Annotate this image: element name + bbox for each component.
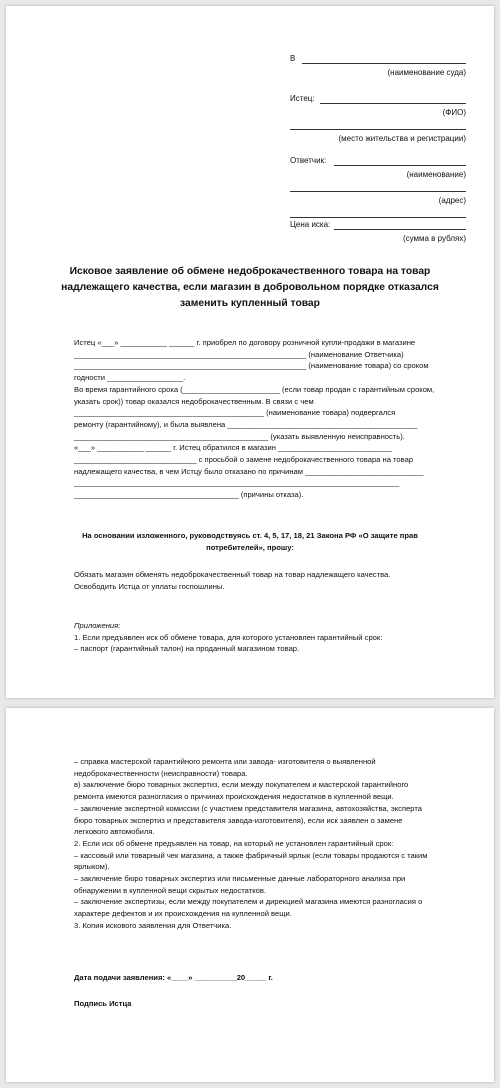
legal-basis [46,530,454,553]
appendices-continued [74,756,474,932]
page2-line: обнаружении в купленной вещи скрытых недостатков. [74,885,266,895]
page2-line: – кассовый или товарный чек магазина, а также фабричный ярлык (если товары продаются с таким [74,850,428,860]
residence-caption: (место жительства и регистрации) [338,134,466,143]
body-line: Во время гарантийного срока (_______________________ (если товар продан с гарантийным сроком, [74,384,435,394]
defendant-label: Ответчик: [290,156,327,165]
page2-line: – заключение экспертной комиссии (с участием представителя магазина, автохозяйства, эксперта [74,803,422,813]
signature-text: Подпись Истца [74,999,132,1008]
title-line-3: заменить купленный товар [180,298,320,309]
body-line: _____________________________________________________________________________ [74,478,400,488]
filing-date [74,972,474,984]
page2-line: 2. Если иск об обмене предъявлен на товар, на который не установлен гарантийный срок: [74,838,394,848]
body-line: _____________________________ с просьбой о замене недоброкачественного товара на товар [74,455,414,465]
appendix-line-2: – паспорт (гарантийный талон) на проданный магазином товар. [74,644,300,654]
plaintiff-caption: (ФИО) [442,108,466,117]
page2-line: бюро товарных экспертиз и представителя завода-изготовителя), если иск заявлен о замене [74,815,403,825]
residence-block [290,120,466,150]
page2-line: 3. Копия искового заявления для Ответчика. [74,920,232,930]
appendices [74,620,474,655]
address-extra-block [290,208,466,220]
residence-line [290,129,466,130]
defendant-line [334,165,466,166]
claim-price-label: Цена иска: [290,220,331,229]
plaintiff-line [320,103,466,104]
body-line: годности __________________. [74,373,186,383]
body-line: ______________________________________________ (указать выявленную неисправность). [74,431,405,441]
body-line: указать срок)) товар оказался недоброкачественным. В связи с чем [74,396,314,406]
basis-line-1: На основании изложенного, руководствуясь ст. 4, 5, 17, 18, 21 Закона РФ «О защите прав [82,531,418,540]
address-extra-line [290,217,466,218]
filing-date-text: Дата подачи заявления: «____» __________20_____ г. [74,973,273,982]
request-line-2: Освободить Истца от уплаты госпошлины. [74,581,225,591]
page2-line: – заключение экспертизы, если между покупателем и дирекцией магазина имеются разногласия о [74,897,423,907]
document-page-1 [6,6,494,698]
body-line: «___» ___________ ______ г. Истец обратился в магазин ___________________________ [74,443,393,453]
page2-line: недоброкачественности (неисправности) товара. [74,768,248,778]
document-title [46,264,454,312]
court-line [302,63,466,64]
request-line-1: Обязать магазин обменять недоброкачественный товар на товар надлежащего качества. [74,570,391,579]
plaintiff-label: Истец: [290,94,315,103]
body-line: надлежащего качества, в чем Истцу было отказано по причинам ____________________________ [74,466,424,476]
claim-body [74,337,474,501]
page2-line: ярлыком). [74,862,110,872]
page2-line: характере дефектов и их происхождения на купленной вещи. [74,909,292,919]
basis-line-2: потребителей», прошу: [206,542,294,552]
court-block [290,54,466,84]
document-page-2 [6,708,494,1082]
address-caption: (адрес) [438,196,466,205]
body-line: _______________________________________ (причины отказа). [74,490,304,500]
body-line: _____________________________________________ (наименование товара) подвергался [74,408,396,418]
claim-price-caption: (сумма в рублях) [402,234,466,243]
signature [74,998,474,1010]
body-line: _______________________________________________________ (наименование товара) со сроком [74,361,429,371]
body-line: _______________________________________________________ (наименование Ответчика) [74,349,404,359]
appendix-line-1: 1. Если предъявлен иск об обмене товара, для которого установлен гарантийный срок: [74,632,383,642]
body-line: ремонту (гарантийному), и была выявлена _____________________________________________ [74,419,418,429]
claim-price-block [290,220,466,250]
page2-line: – заключение бюро товарных экспертиз или письменные данные лабораторного анализа при [74,874,406,884]
page2-line: в) заключение бюро товарных экспертиз, если между покупателем и мастерской гарантийного [74,780,409,790]
claim-request [74,569,474,592]
page2-line: – справка мастерской гарантийного ремонта или завода- изготовителя о выявленной [74,757,376,766]
appendix-title: Приложения: [74,621,121,630]
body-line: Истец «___» ___________ ______ г. приобрел по договору розничной купли-продажи в магазине [74,338,416,347]
claim-price-line [334,229,466,230]
page2-line: ремонта имеются разногласия о причинах происхождения недостатков в купленной вещи. [74,792,394,802]
court-caption: (наименование суда) [387,68,466,77]
page2-line: легкового автомобиля. [74,827,155,837]
title-line-2: надлежащего качества, если магазин в добровольном порядке отказался [61,282,439,293]
address-line [290,191,466,192]
court-label: В [290,54,296,63]
defendant-caption: (наименование) [406,170,466,179]
title-line-1: Исковое заявление об обмене недоброкачественного товара на товар [69,266,431,277]
